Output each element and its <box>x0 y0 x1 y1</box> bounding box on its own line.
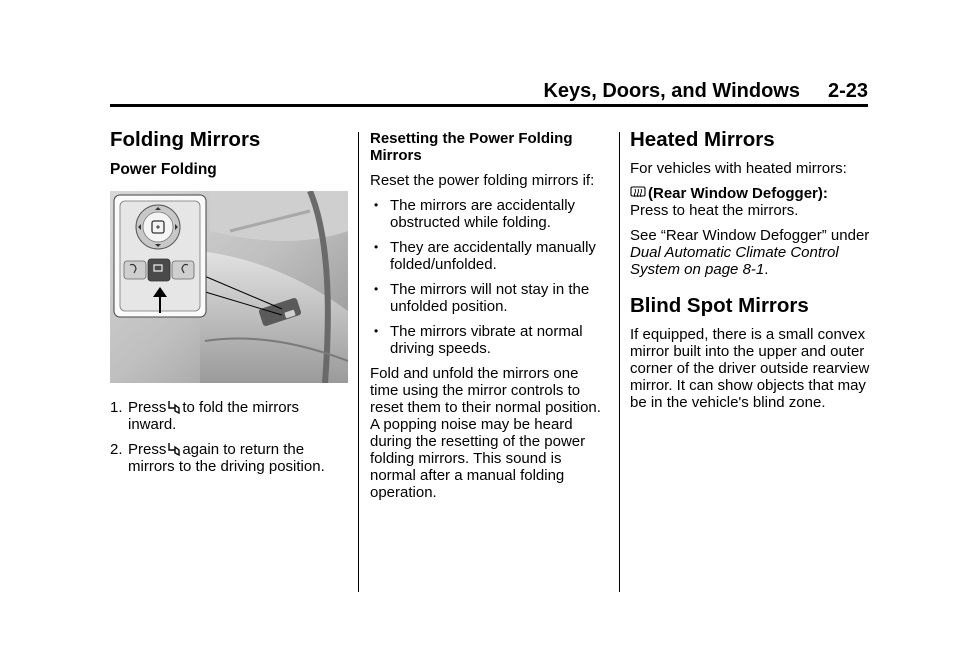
defogger-text: Press to heat the mirrors. <box>630 202 799 219</box>
resetting-heading: Resetting the Power Folding Mirrors <box>370 130 573 164</box>
list-item <box>370 281 610 315</box>
blind-spot-text: If equipped, there is a small convex mirror built into the upper and outer corner of the driver outside rearview mirror. It can show objects that may be in the vehicle's blind zone. <box>630 326 870 411</box>
list-item <box>370 323 610 357</box>
section-title-heated-mirrors: Heated Mirrors <box>630 128 775 151</box>
defogger-entry <box>630 185 870 219</box>
bullet-text: The mirrors are accidentally obstructed while folding. <box>390 197 576 231</box>
column-3 <box>630 128 870 419</box>
rear-defogger-icon <box>630 186 646 200</box>
see-suffix: . <box>764 261 769 278</box>
reset-intro: Reset the power folding mirrors if: <box>370 172 595 189</box>
defogger-label: (Rear Window Defogger): <box>648 185 828 202</box>
column-1 <box>110 128 348 483</box>
bullet-glyph: • <box>374 282 379 296</box>
bullet-glyph: • <box>374 198 379 212</box>
mirror-fold-icon <box>168 442 180 456</box>
step-2 <box>110 441 348 475</box>
step-text-before: Press <box>128 441 167 458</box>
running-header <box>543 80 868 103</box>
step-text-after: again to return the mirrors to the driving position. <box>128 441 325 475</box>
bullet-glyph: • <box>374 324 379 338</box>
header-rule <box>110 104 868 107</box>
list-item <box>370 197 610 231</box>
bullet-text: The mirrors vibrate at normal driving speeds. <box>390 323 583 357</box>
step-number: 2. <box>110 441 123 458</box>
see-reference-link: Dual Automatic Climate Control System on page 8-1 <box>630 244 839 278</box>
mirror-fold-icon <box>168 400 180 414</box>
column-divider-1 <box>358 132 359 592</box>
column-divider-2 <box>619 132 620 592</box>
bullet-text: They are accidentally manually folded/unfolded. <box>390 239 596 273</box>
subsection-title-power-folding: Power Folding <box>110 161 217 178</box>
section-title-folding-mirrors: Folding Mirrors <box>110 128 261 151</box>
list-item <box>370 239 610 273</box>
step-text-after: to fold the mirrors inward. <box>128 399 300 433</box>
page-header <box>110 80 868 106</box>
step-text-before: Press <box>128 399 167 416</box>
column-2 <box>370 130 610 509</box>
page-number: 2-23 <box>827 80 868 102</box>
heated-intro: For vehicles with heated mirrors: <box>630 160 847 177</box>
bullet-text: The mirrors will not stay in the unfolded position. <box>390 281 590 315</box>
see-reference <box>630 227 870 278</box>
section-title-blind-spot-mirrors: Blind Spot Mirrors <box>630 294 809 317</box>
mirror-control-image <box>110 191 348 383</box>
mirror-control-illustration <box>110 191 348 383</box>
step-number: 1. <box>110 399 123 416</box>
see-prefix: See “Rear Window Defogger” under <box>630 227 870 244</box>
step-1 <box>110 399 348 433</box>
reset-paragraph-1: Fold and unfold the mirrors one time using the mirror controls to reset them to their normal position. <box>370 365 601 416</box>
bullet-glyph: • <box>374 240 379 254</box>
reset-paragraph-2: A popping noise may be heard during the resetting of the power folding mirrors. This sound is normal after a manual folding operation. <box>370 416 586 501</box>
header-title: Keys, Doors, and Windows <box>543 80 800 102</box>
